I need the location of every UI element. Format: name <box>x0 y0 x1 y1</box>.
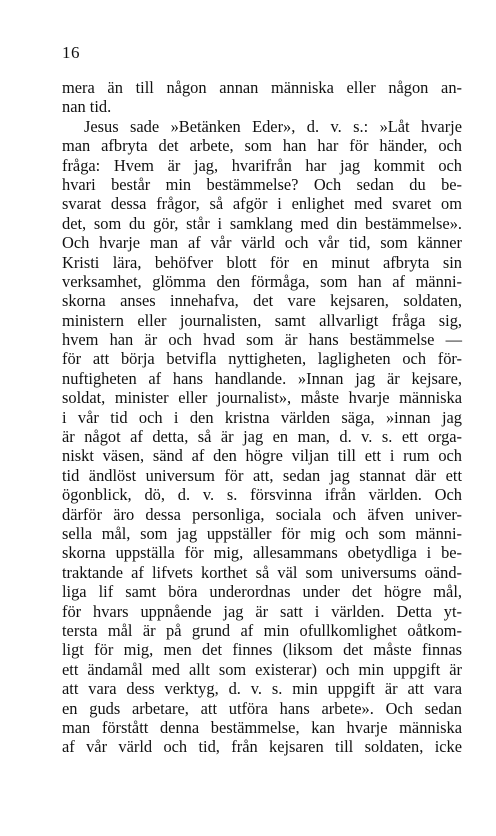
text-line: ett ändamål med allt som existerar) och min uppgift är <box>62 659 462 679</box>
text-line: fråga: Hvem är jag, hvarifrån har jag kommit och <box>62 155 462 175</box>
text-line: för att börja betvifla nyttigheten, lagligheten och för- <box>62 349 462 369</box>
text-line: för hvars uppnående jag är satt i världen. Detta yt- <box>62 601 462 621</box>
text-line: tersta mål är på grund af min ofullkomlighet oåtkom- <box>62 620 462 640</box>
text-line: man förstått denna bestämmelse, kan hvarje människa <box>62 717 462 737</box>
text-line: i vår tid och i den kristna världen säga, »innan jag <box>62 407 462 427</box>
text-line: af vår värld och tid, från kejsaren till soldaten, icke <box>62 737 462 757</box>
page-number: 16 <box>62 43 80 62</box>
text-line: traktande af lifvets korthet så väl som universums oänd- <box>62 562 462 582</box>
body-text <box>62 78 462 757</box>
text-line: svarat dessa frågor, så afgör i enlighet med svaret om <box>62 194 462 214</box>
text-line: ligt för mig, men det finnes (liksom det måste finnas <box>62 640 462 660</box>
text-line: man afbryta det arbete, som han har för händer, och <box>62 136 462 156</box>
text-line: verksamhet, glömma den förmåga, som han af männi- <box>62 271 462 291</box>
text-line: hvari består min bestämmelse? Och sedan du be- <box>62 174 462 194</box>
text-line: är något af detta, så är jag en man, d. v. s. ett orga- <box>62 427 462 447</box>
text-line: en guds arbetare, att utföra hans arbete». Och sedan <box>62 698 462 718</box>
text-line: det, som du gör, står i samklang med din bestämmelse». <box>62 213 462 233</box>
text-line: niskt väsen, sänd af den högre viljan till ett i rum och <box>62 446 462 466</box>
text-line: skorna anses innehafva, det vare kejsaren, soldaten, <box>62 291 462 311</box>
text-line: tid ändlöst universum för att, sedan jag stannat där ett <box>62 465 462 485</box>
text-line: nan tid. <box>62 97 112 117</box>
text-line: ministern eller journalisten, samt allvarligt fråga sig, <box>62 310 462 330</box>
text-line: sella mål, som jag uppställer för mig och som männi- <box>62 523 462 543</box>
text-line: mera än till någon annan människa eller någon an- <box>62 78 462 97</box>
text-line: soldat, minister eller journalist», måste hvarje människa <box>62 388 462 408</box>
text-line: skorna uppställa för mig, allesammans obetydliga i be- <box>62 543 462 563</box>
text-line: Kristi lära, behöfver blott för en minut afbryta sin <box>62 252 462 272</box>
text-line: ögonblick, dö, d. v. s. försvinna ifrån världen. Och <box>62 485 462 505</box>
text-line: nuftigheten af hans handlande. »Innan jag är kejsare, <box>62 368 462 388</box>
text-line: liga lif samt böra underordnas under det högre mål, <box>62 582 462 602</box>
text-line: att vara dess verktyg, d. v. s. min uppgift är att vara <box>62 679 462 699</box>
text-line: hvem han är och hvad som är hans bestämmelse — <box>62 330 462 350</box>
text-line: Jesus sade »Betänken Eder», d. v. s.: »Låt hvarje <box>84 116 462 136</box>
text-line: Och hvarje man af vår värld och vår tid, som känner <box>62 233 462 253</box>
text-line: därför äro dessa personliga, sociala och äfven univer- <box>62 504 462 524</box>
